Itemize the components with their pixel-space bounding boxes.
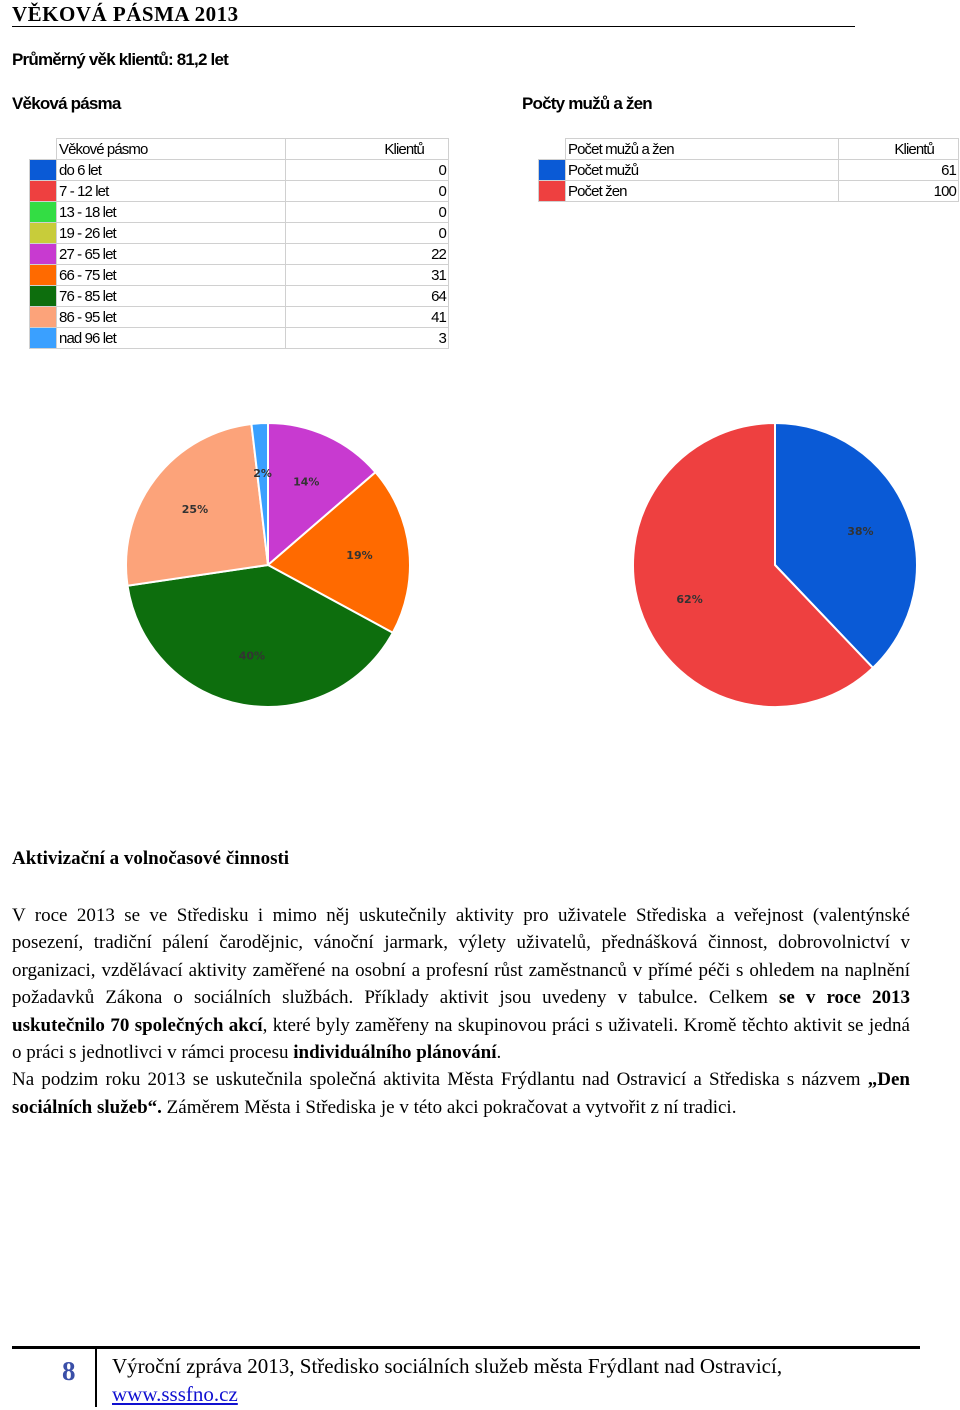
row-label: do 6 let (57, 160, 286, 181)
row-label: 27 - 65 let (57, 244, 286, 265)
table-header-label: Věkové pásmo (57, 139, 286, 160)
page-title: VĚKOVÁ PÁSMA 2013 (12, 2, 239, 26)
table-row (30, 160, 449, 181)
table-row (539, 181, 959, 202)
row-value: 100 (839, 181, 959, 202)
pie-data-label: 38% (847, 524, 874, 538)
table-row (30, 328, 449, 349)
paragraph-text: Na podzim roku 2013 se uskutečnila společná aktivita Města Frýdlantu nad Ostravicí a Střediska s názvem (12, 1069, 868, 1091)
row-label: 19 - 26 let (57, 223, 286, 244)
gender-pie-chart (620, 410, 940, 720)
table-header-row (30, 139, 449, 160)
row-value: 3 (285, 328, 448, 349)
row-value: 31 (285, 265, 448, 286)
pie-data-label: 14% (293, 475, 320, 489)
paragraph-text: Záměrem Města i Střediska je v této akci pokračovat a vytvořit z ní tradici. (161, 1096, 737, 1118)
paragraph-bold: se v roce 2013 uskutečnilo 70 společných akcí (12, 987, 910, 1036)
pie-data-label: 62% (676, 593, 703, 607)
legend-swatch (30, 307, 57, 328)
age-bands-subtitle: Věková pásma (12, 94, 121, 113)
age-bands-pie-chart (110, 410, 430, 720)
row-value: 64 (285, 286, 448, 307)
row-value: 0 (285, 223, 448, 244)
legend-swatch (30, 244, 57, 265)
footer-text (112, 1352, 782, 1408)
row-value: 0 (285, 202, 448, 223)
legend-swatch (30, 328, 57, 349)
footer-link[interactable]: www.sssfno.cz (112, 1382, 238, 1406)
pie-data-label: 25% (181, 503, 209, 517)
row-label: 86 - 95 let (57, 307, 286, 328)
table-row (30, 244, 449, 265)
table-row (30, 202, 449, 223)
table-header-label: Počet mužů a žen (566, 139, 839, 160)
age-bands-table (29, 138, 449, 349)
title-underline (12, 26, 855, 27)
pie-data-label: 40% (238, 649, 266, 663)
row-label: Počet žen (566, 181, 839, 202)
paragraph-text: . (496, 1042, 502, 1064)
pie-data-label: 2% (253, 467, 272, 481)
table-header-row (539, 139, 959, 160)
row-label: 13 - 18 let (57, 202, 286, 223)
gender-subtitle: Počty mužů a žen (522, 94, 652, 113)
gender-table (538, 138, 959, 202)
row-value: 0 (285, 160, 448, 181)
table-row (30, 265, 449, 286)
legend-swatch (539, 160, 566, 181)
table-row (30, 286, 449, 307)
paragraph-bold: „Den sociálních služeb“. (12, 1069, 910, 1118)
footer-line: Výroční zpráva 2013, Středisko sociálních služeb města Frýdlant nad Ostravicí, (112, 1354, 783, 1378)
legend-swatch (30, 286, 57, 307)
row-label: nad 96 let (57, 328, 286, 349)
paragraph-text: , které byly zaměřeny na skupinovou práci s uživateli. Kromě těchto aktivit se jedná o práci s jednotlivci v rámci procesu (12, 1014, 910, 1064)
footer-divider (12, 1346, 920, 1349)
section-title: Aktivizační a volnočasové činnosti (12, 848, 290, 869)
paragraph-text: V roce 2013 se ve Středisku i mimo něj uskutečnily aktivity pro uživatele Střediska a veřejnost (valentýnské posezení, tradiční pálení čarodějnic, vánoční jarmark, výlety uživatelů, přednášková činnost, dobrovolnictví v organizaci, vzdělávací aktivity zaměřené na osobní a profesní růst zaměstnanců v přímé péči s ohledem na naplnění požadavků Zákona o sociálních službách. Příklady aktivit jsou uvedeny v tabulce. Celkem (12, 905, 910, 1009)
table-header-value: Klientů (839, 139, 959, 160)
legend-swatch (30, 202, 57, 223)
table-row (30, 307, 449, 328)
row-label: Počet mužů (566, 160, 839, 181)
row-label: 76 - 85 let (57, 286, 286, 307)
average-age: Průměrný věk klientů: 81,2 let (12, 50, 228, 69)
row-value: 0 (285, 181, 448, 202)
legend-swatch (30, 265, 57, 286)
activities-paragraph (12, 902, 910, 1121)
table-header-value: Klientů (285, 139, 448, 160)
row-value: 22 (285, 244, 448, 265)
legend-swatch (30, 160, 57, 181)
table-row (30, 223, 449, 244)
row-label: 7 - 12 let (57, 181, 286, 202)
legend-swatch (30, 181, 57, 202)
footer-vertical-divider (95, 1349, 97, 1407)
paragraph-bold: individuálního plánování (293, 1042, 497, 1064)
row-value: 41 (285, 307, 448, 328)
legend-swatch (539, 181, 566, 202)
pie-data-label: 19% (346, 549, 373, 563)
row-value: 61 (839, 160, 959, 181)
legend-swatch (30, 223, 57, 244)
table-row (539, 160, 959, 181)
page-number: 8 (62, 1356, 76, 1386)
table-row (30, 181, 449, 202)
row-label: 66 - 75 let (57, 265, 286, 286)
